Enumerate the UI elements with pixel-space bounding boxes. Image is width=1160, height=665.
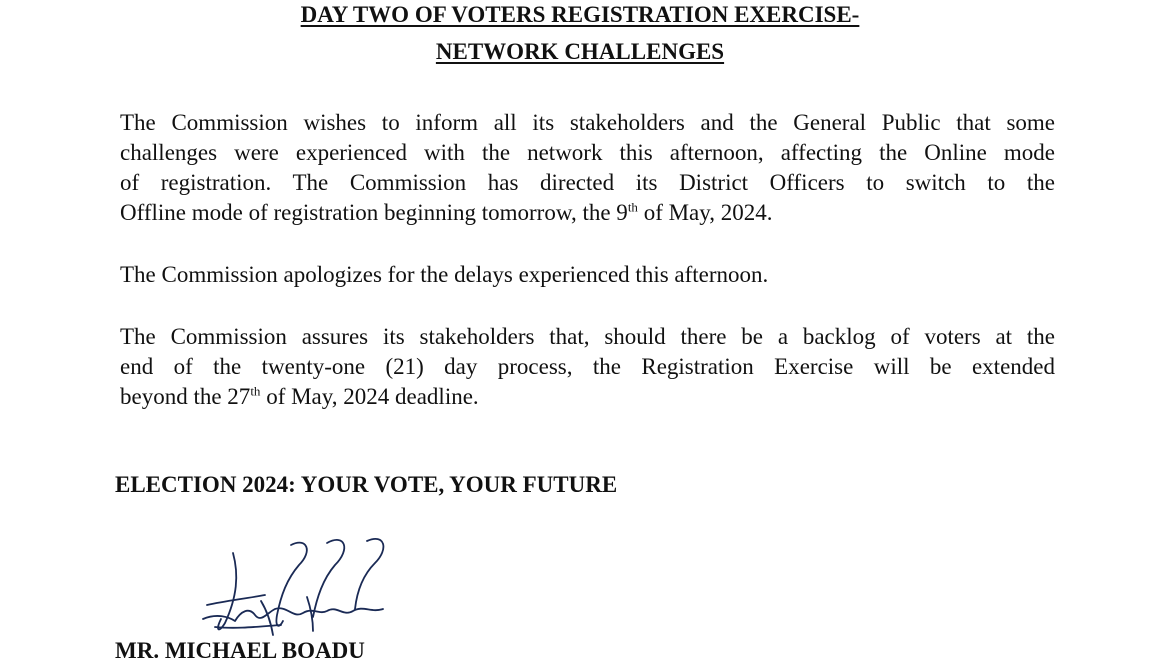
paragraph-last-line — [120, 382, 1055, 412]
paragraph-extension-assurance — [120, 322, 1055, 412]
handwritten-signature — [195, 535, 415, 645]
text-run: Offline mode of registration beginning tomorrow, the 9 — [120, 200, 628, 225]
document-title-line-1: DAY TWO OF VOTERS REGISTRATION EXERCISE- — [300, 2, 860, 27]
text-run: of May, 2024 deadline. — [260, 384, 479, 409]
paragraph-line: The Commission apologizes for the delays experienced this afternoon. — [120, 262, 769, 287]
paragraph-line: of registration. The Commission has directed its District Officers to switch to the — [120, 170, 1055, 195]
signatory-name: MR. MICHAEL BOADU — [115, 638, 365, 663]
paragraph-last-line — [120, 198, 1055, 228]
text-run: beyond the 27 — [120, 384, 251, 409]
paragraph-line: end of the twenty-one (21) day process, the Registration Exercise will be extended — [120, 354, 1055, 379]
election-slogan: ELECTION 2024: YOUR VOTE, YOUR FUTURE — [115, 472, 618, 497]
paragraph-line: The Commission wishes to inform all its stakeholders and the General Public that some — [120, 110, 1055, 135]
paragraph-line: The Commission assures its stakeholders that, should there be a backlog of voters at the — [120, 324, 1055, 349]
ordinal-suffix: th — [627, 199, 638, 215]
paragraph-network-challenges — [120, 108, 1055, 228]
ordinal-suffix: th — [250, 383, 261, 399]
document-title-line-2: NETWORK CHALLENGES — [435, 39, 725, 64]
paragraph-line: challenges were experienced with the network this afternoon, affecting the Online mode — [120, 140, 1055, 165]
text-run: of May, 2024. — [637, 200, 773, 225]
paragraph-apology — [120, 260, 1055, 290]
